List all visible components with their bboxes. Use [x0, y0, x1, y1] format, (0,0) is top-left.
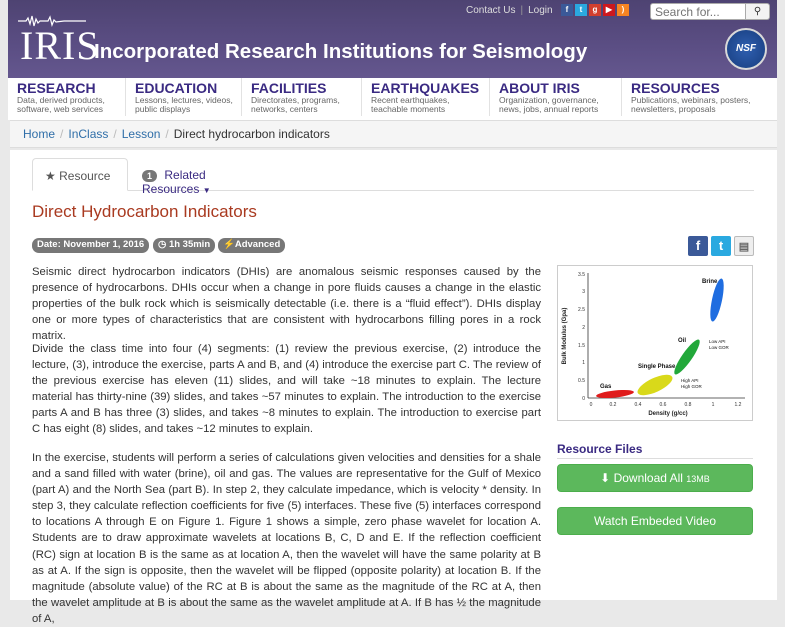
y-tick: 3: [582, 289, 585, 295]
breadcrumb-current: Direct hydrocarbon indicators: [173, 127, 330, 141]
main-nav: [8, 78, 777, 120]
x-tick-labels: [590, 402, 742, 408]
x-tick: 0.4: [634, 402, 642, 408]
tab-bar: [32, 158, 754, 196]
duration-text: 1h 35min: [168, 239, 211, 250]
nav-title: EDUCATION: [135, 80, 218, 96]
low-api-label: Low API: [709, 339, 726, 344]
x-tick: 1: [711, 402, 715, 408]
print-icon[interactable]: ▤: [734, 236, 754, 256]
y-tick: 3.5: [578, 272, 585, 278]
twitter-icon[interactable]: t: [575, 4, 587, 16]
social-icons: [561, 4, 629, 16]
figure-xlabel: Density (g/cc): [648, 411, 688, 417]
rss-icon[interactable]: ): [617, 4, 629, 16]
nav-title: RESEARCH: [17, 80, 96, 96]
download-size: 13MB: [686, 474, 710, 484]
oil-ellipse: [671, 337, 703, 377]
twitter-share-icon[interactable]: t: [711, 236, 731, 256]
download-icon: ⬇: [600, 471, 611, 485]
x-tick: 0.8: [684, 402, 692, 408]
download-all-label: Download All: [613, 471, 683, 485]
share-buttons: [688, 236, 754, 256]
y-tick: 2.5: [578, 307, 585, 313]
y-tick-labels: [578, 272, 585, 402]
tab-label: Related Resources: [142, 168, 206, 196]
x-tick: 0.6: [659, 402, 667, 408]
y-tick: 0.5: [578, 378, 585, 384]
date-label: Date: November 1, 2016: [32, 238, 149, 253]
nav-title: EARTHQUAKES: [371, 80, 480, 96]
contact-link[interactable]: Contact Us: [466, 5, 516, 16]
related-count-badge: 1: [142, 170, 157, 182]
duration-label: [153, 238, 215, 253]
brine-label: Brine: [702, 279, 718, 285]
nav-resources[interactable]: [622, 78, 777, 116]
search-button[interactable]: [746, 3, 770, 20]
level-label: [218, 238, 285, 253]
nsf-logo[interactable]: NSF: [725, 28, 767, 70]
logo-text: IRIS: [20, 23, 100, 68]
clock-icon: ◷: [158, 239, 167, 250]
star-icon: ★: [45, 169, 56, 183]
level-text: Advanced: [234, 239, 281, 250]
nav-subtitle: Lessons, lectures, videos, public displays: [135, 95, 233, 114]
y-tick: 1: [582, 360, 585, 366]
paragraph-intro: Seismic direct hydrocarbon indicators (DHIs) are anomalous seismic responses caused by the presence of hydrocarbons. DHIs occur when a change in pore fluids causes a change in the elastic properties of the bulk rock which is seismically detectable (i.e. there is a “fluid effect”). DHIs display one or more types of characteristics that are consistent with hydrocarbons filling pores in a rock matrix.: [32, 266, 541, 343]
nav-research[interactable]: [8, 78, 126, 116]
nav-subtitle: Data, derived products, software, web services: [17, 95, 105, 114]
resource-files-heading: Resource Files: [557, 442, 643, 456]
y-tick: 1.5: [578, 343, 585, 349]
x-tick: 0.2: [609, 402, 617, 408]
divider: [557, 458, 753, 459]
nav-subtitle: Publications, webinars, posters, newsletters, proposals: [631, 95, 751, 114]
x-tick: 1.2: [734, 402, 742, 408]
nav-title: FACILITIES: [251, 80, 327, 96]
nav-about[interactable]: [490, 78, 622, 116]
site-title[interactable]: Incorporated Research Institutions for Seismology: [94, 40, 588, 63]
tab-label: Resource: [59, 169, 111, 183]
gas-label: Gas: [600, 384, 612, 390]
login-link[interactable]: Login: [528, 5, 553, 16]
bolt-icon: ⚡: [223, 239, 235, 250]
low-gor-label: Low GOR: [709, 345, 729, 350]
tab-resource[interactable]: [32, 158, 128, 191]
breadcrumb-lesson[interactable]: Lesson: [121, 127, 161, 141]
paragraph-schedule: Divide the class time into four (4) segments: (1) review the previous exercise, (2) introduce the lecture, (3), introduce the exercise, parts A and B, and (4) introduce the exercise part C. The review of the previous exercise has eleven (11) slides, and will take ~18 minutes to explain. The lecture material has thirty-nine (39) slides, and takes ~57 minutes to explain. The introduction to the exercise parts A and B has three (3) slides, and takes ~8 minutes to explain. The introduction to exercise part C has eight (8) slides, and takes ~12 minutes to explain.: [32, 343, 541, 436]
main-content: [10, 150, 777, 625]
top-links: Contact Us | Login: [466, 5, 553, 16]
nav-facilities[interactable]: [242, 78, 362, 116]
nav-subtitle: Organization, governance, news, jobs, annual reports: [499, 95, 599, 114]
watch-video-button[interactable]: Watch Embeded Video: [557, 507, 753, 535]
single-phase-ellipse: [635, 371, 675, 400]
figure-ylabel: Bulk Modulus (Gpa): [562, 307, 568, 365]
iris-logo[interactable]: [18, 14, 100, 68]
nav-title: RESOURCES: [631, 80, 720, 96]
nav-subtitle: Recent earthquakes, teachable moments: [371, 95, 450, 114]
google-plus-icon[interactable]: g: [589, 4, 601, 16]
breadcrumb: Home / InClass / Lesson / Direct hydrocarbon indicators: [10, 120, 777, 148]
nav-subtitle: Directorates, programs, networks, centers: [251, 95, 340, 114]
x-tick: 0: [589, 402, 593, 408]
bulk-modulus-chart: [560, 268, 750, 418]
nav-earthquakes[interactable]: [362, 78, 490, 116]
nav-title: ABOUT IRIS: [499, 80, 580, 96]
facebook-share-icon[interactable]: f: [688, 236, 708, 256]
caret-down-icon: ▼: [202, 186, 211, 195]
oil-label: Oil: [678, 338, 687, 344]
dhi-figure[interactable]: [557, 265, 753, 421]
breadcrumb-inclass[interactable]: InClass: [68, 127, 109, 141]
download-all-button[interactable]: [557, 464, 753, 492]
tab-related-resources[interactable]: [130, 158, 270, 196]
paragraph-exercise-text: In the exercise, students will perform a series of calculations given velocities and densities for a shale and a sand filled with water (brine), oil and gas. The values are representative for the Gulf of Mexico (part A) and the North Sea (part B). In step 2, they calculate impedance, which is velocity * density. In step 3, they calculate reflection coefficients for five (5) interfaces. These five (5) interfaces correspond to locations A through E on Figure 1. Figure 1 shows a simple, zero phase wavelet for location A. Students are to draw approximate wavelets at locations B, C, D and E. If the reflection coefficient (RC) sign at location B is the same as at location A, then the wavelet will have the same polarity at B as at A. If the sign is opposite, then the wavelet will be flipped (opposite polarity) at location B. If the magnitude (absolute value) of the RC at B is about the same as the magnitude of the RC at A, then the wavelet amplitude at B is about the same as the wavelet amplitude at A. If B has ½ the magnitude of A,: [32, 452, 541, 625]
page-title: Direct Hydrocarbon Indicators: [32, 202, 257, 221]
youtube-icon[interactable]: ▶: [603, 4, 615, 16]
paragraph-exercise: [32, 450, 541, 625]
y-tick: 2: [582, 325, 585, 331]
high-gor-label: High GOR: [681, 384, 702, 389]
facebook-icon[interactable]: f: [561, 4, 573, 16]
search-icon: ⚲: [753, 6, 762, 17]
site-header: [8, 0, 777, 78]
high-api-label: High API: [681, 378, 699, 383]
single-phase-label: Single Phase: [638, 364, 676, 370]
search-box: [650, 3, 770, 20]
search-input[interactable]: [650, 3, 746, 20]
nav-education[interactable]: [126, 78, 242, 116]
y-tick: 0: [582, 396, 585, 402]
breadcrumb-home[interactable]: Home: [23, 127, 56, 141]
